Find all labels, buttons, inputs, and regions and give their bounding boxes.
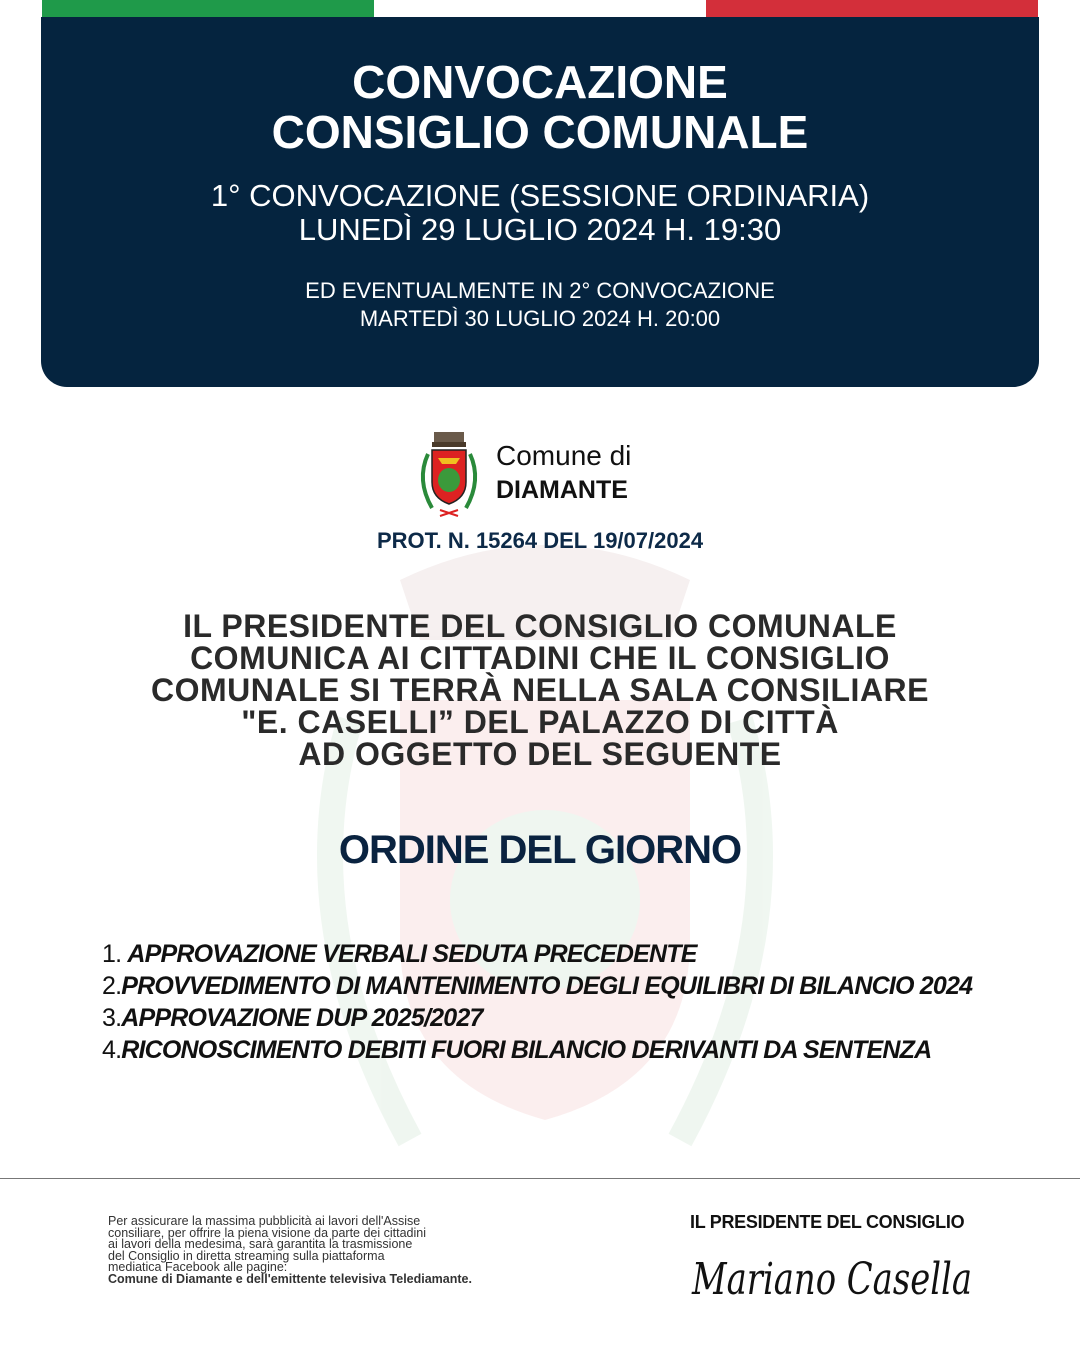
president-title: IL PRESIDENTE DEL CONSIGLIO (690, 1212, 965, 1232)
note-line: del Consiglio in diretta streaming sulla piattaforma (108, 1248, 385, 1263)
header-banner (41, 17, 1039, 387)
note-pages: Comune di Diamante e dell'emittente televisiva Telediamante. (108, 1271, 472, 1286)
agenda-item-number: 4. (102, 1036, 122, 1064)
agenda-item-text: APPROVAZIONE VERBALI SEDUTA PRECEDENTE (127, 940, 697, 968)
italian-flag-stripe (42, 0, 1038, 17)
title-line-2: CONSIGLIO COMUNALE (271, 106, 809, 158)
agenda-item (102, 1002, 1042, 1034)
second-convocation-date: MARTEDÌ 30 LUGLIO 2024 H. 20:00 (359, 306, 721, 331)
agenda-item (102, 970, 1042, 1002)
flag-green (42, 0, 374, 17)
agenda-title: ORDINE DEL GIORNO (338, 828, 742, 872)
protocol-number: PROT. N. 15264 DEL 19/07/2024 (376, 528, 704, 553)
agenda-item-text: APPROVAZIONE DUP 2025/2027 (121, 1004, 483, 1032)
announcement-text (60, 610, 1020, 770)
logo-diamante: DIAMANTE (496, 476, 628, 504)
agenda-item-text: RICONOSCIMENTO DEBITI FUORI BILANCIO DERIVANTI DA SENTENZA (121, 1036, 932, 1064)
second-convocation (41, 277, 1039, 333)
agenda-item-number: 3. (102, 1004, 122, 1032)
agenda-item (102, 938, 1042, 970)
page-title (41, 57, 1039, 157)
logo-comune-di: Comune di (496, 440, 632, 471)
coat-of-arms-icon (412, 430, 486, 518)
flag-white (374, 0, 706, 17)
title-line-1: CONVOCAZIONE (352, 56, 728, 108)
announcement-line: COMUNALE SI TERRÀ NELLA SALA CONSILIARE (150, 672, 929, 708)
first-convocation-date: LUNEDÌ 29 LUGLIO 2024 H. 19:30 (298, 212, 782, 247)
first-convocation-label: 1° CONVOCAZIONE (SESSIONE ORDINARIA) (210, 178, 870, 213)
streaming-note (108, 1216, 508, 1285)
president-signature (688, 1232, 988, 1322)
agenda-list (102, 938, 1042, 1066)
flag-red (706, 0, 1038, 17)
comune-logo (412, 430, 672, 520)
second-convocation-label: ED EVENTUALMENTE IN 2° CONVOCAZIONE (305, 278, 775, 303)
agenda-item-number: 1. (102, 940, 128, 968)
announcement-line: COMUNICA AI CITTADINI CHE IL CONSIGLIO (190, 640, 890, 676)
note-line: Per assicurare la massima pubblicità ai lavori dell'Assise (108, 1214, 421, 1228)
agenda-item-text: PROVVEDIMENTO DI MANTENIMENTO DEGLI EQUILIBRI DI BILANCIO 2024 (121, 972, 973, 1000)
footer-divider (0, 1178, 1080, 1179)
note-line: ai lavori della medesima, sarà garantita la trasmissione (108, 1237, 413, 1251)
announcement-line: "E. CASELLI” DEL PALAZZO DI CITTÀ (241, 704, 839, 740)
announcement-line: AD OGGETTO DEL SEGUENTE (298, 736, 782, 772)
agenda-item-number: 2. (102, 972, 122, 1000)
signature-text: Mariano Casella (691, 1254, 972, 1305)
note-line: mediatica Facebook alle pagine: (108, 1260, 288, 1274)
announcement-line: IL PRESIDENTE DEL CONSIGLIO COMUNALE (183, 608, 897, 644)
agenda-item (102, 1034, 1042, 1066)
note-line: consiliare, per offrire la piena visione da parte dei cittadini (108, 1225, 427, 1240)
first-convocation (41, 179, 1039, 247)
